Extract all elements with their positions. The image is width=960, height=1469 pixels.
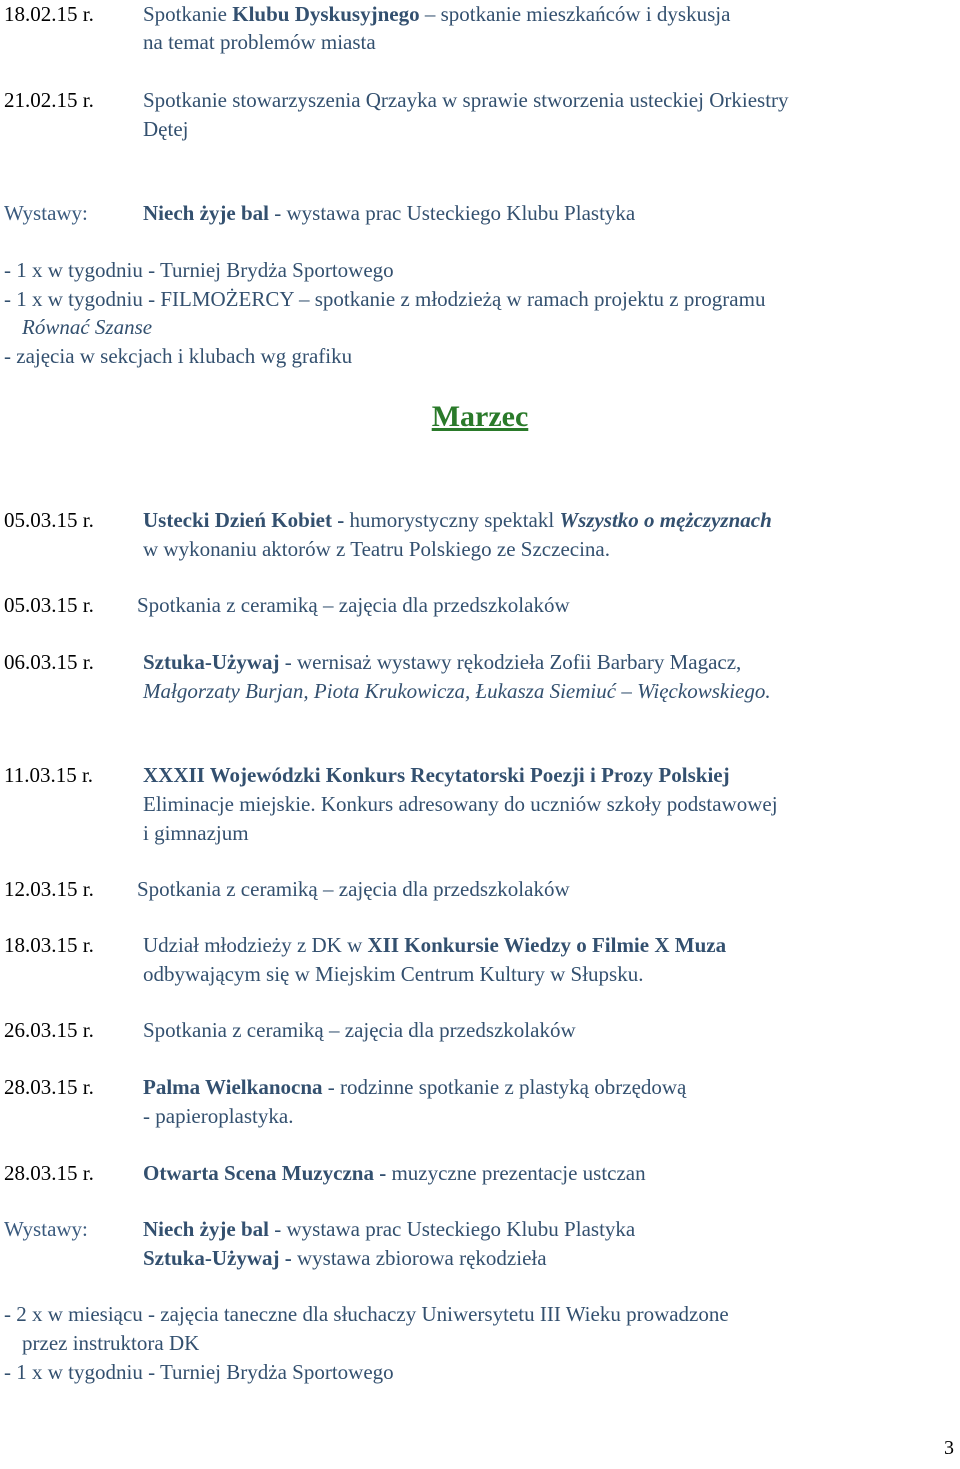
event-text: Spotkania z ceramiką – zajęcia dla przedszkolaków xyxy=(137,877,570,901)
event-text: Spotkanie Klubu Dyskusyjnego – spotkanie mieszkańców i dyskusja xyxy=(143,2,731,26)
event-date: 21.02.15 r. xyxy=(4,88,94,112)
regular-activity-continuation: Równać Szanse xyxy=(22,315,153,339)
event-text: Ustecki Dzień Kobiet - humorystyczny spektakl Wszystko o mężczyznach xyxy=(143,508,772,532)
regular-activity-continuation: przez instruktora DK xyxy=(22,1331,200,1355)
event-text: Otwarta Scena Muzyczna - muzyczne prezentacje ustczan xyxy=(143,1161,646,1185)
regular-activity: - 1 x w tygodniu - FILMOŻERCY – spotkanie z młodzieżą w ramach projektu z programu xyxy=(4,287,766,311)
page-number: 3 xyxy=(944,1437,954,1459)
event-text: XXXII Wojewódzki Konkurs Recytatorski Poezji i Prozy Polskiej xyxy=(143,763,730,787)
exhibition-label: Wystawy: xyxy=(4,1217,88,1241)
event-date: 18.03.15 r. xyxy=(4,933,94,957)
exhibition-text: Niech żyje bal - wystawa prac Usteckiego Klubu Plastyka xyxy=(143,1217,636,1241)
exhibition-text: Niech żyje bal - wystawa prac Usteckiego Klubu Plastyka xyxy=(143,201,636,225)
regular-activity: - 2 x w miesiącu - zajęcia taneczne dla słuchaczy Uniwersytetu III Wieku prowadzone xyxy=(4,1302,729,1326)
event-date: 12.03.15 r. xyxy=(4,877,94,901)
document-page: 18.02.15 r. Spotkanie Klubu Dyskusyjnego – spotkanie mieszkańców i dyskusja na temat problemów miasta 21.02.15 r. Spotkanie stowarzyszenia Qrzayka w sprawie stworzenia usteckiej Orkiestry Dętej Wystawy: Niech żyje bal - wystawa prac Usteckiego Klubu Plastyka - 1 x w tygodniu - Turniej Brydża Sportowego - 1 x w tygodniu - FILMOŻERCY – spotkanie z młodzieżą w ramach projektu z programu Równać Szanse - zajęcia w sekcjach i klubach wg grafiku Marzec 05.03.15 r. Ustecki Dzień Kobiet - humorystyczny spektakl Wszystko o mężczyznach w wykonaniu aktorów z Teatru Polskiego ze Szczecina. 05.03.15 r. Spotkania z ceramiką – zajęcia dla przedszkolaków 06.03.15 r. Sztuka-Używaj - wernisaż wystawy rękodzieła Zofii Barbary Magacz, Małgorzaty Burjan, Piota Krukowicza, Łukasza Siemiuć – Więckowskiego. 11.03.15 r. XXXII Wojewódzki Konkurs Recytatorski Poezji i Prozy Polskiej Eliminacje miejskie. Konkurs adresowany do uczniów szkoły podstawowej i gimnazjum 12.03.15 r. Spotkania z ceramiką – zajęcia dla przedszkolaków 18.03.15 r. Udział młodzieży z DK w XII Konkursie Wiedzy o Filmie X Muza odbywającym się w Miejskim Centrum Kultury w Słupsku. 26.03.15 r. Spotkania z ceramiką – zajęcia dla przedszkolaków 28.03.15 r. Palma Wielkanocna - rodzinne spotkanie z plastyką obrzędową - papieroplastyka. 28.03.15 r. Otwarta Scena Muzyczna - muzyczne prezentacje ustczan Wystawy: Niech żyje bal - wystawa prac Usteckiego Klubu Plastyka Sztuka-Używaj - wystawa zbiorowa rękodzieła - 2 x w miesiącu - zajęcia taneczne dla słuchaczy Uniwersytetu III Wieku prowadzone przez instruktora DK - 1 x w tygodniu - Turniej Brydża Sportowego 3 xyxy=(0,0,960,1469)
event-text: Spotkanie stowarzyszenia Qrzayka w sprawie stworzenia usteckiej Orkiestry xyxy=(143,88,789,112)
event-date: 26.03.15 r. xyxy=(4,1018,94,1042)
event-text: Spotkania z ceramiką – zajęcia dla przedszkolaków xyxy=(137,593,570,617)
regular-activity: - zajęcia w sekcjach i klubach wg grafiku xyxy=(4,344,353,368)
event-date: 06.03.15 r. xyxy=(4,650,94,674)
event-text: Palma Wielkanocna - rodzinne spotkanie z plastyką obrzędową xyxy=(143,1075,687,1099)
event-date: 18.02.15 r. xyxy=(4,2,94,26)
event-date: 05.03.15 r. xyxy=(4,508,94,532)
event-date: 28.03.15 r. xyxy=(4,1161,94,1185)
event-text: Spotkania z ceramiką – zajęcia dla przedszkolaków xyxy=(143,1018,576,1042)
event-date: 05.03.15 r. xyxy=(4,593,94,617)
event-date: 11.03.15 r. xyxy=(4,763,94,787)
event-text: Udział młodzieży z DK w XII Konkursie Wiedzy o Filmie X Muza xyxy=(143,933,727,957)
exhibition-label: Wystawy: xyxy=(4,201,88,225)
month-heading: Marzec xyxy=(431,400,529,433)
regular-activity: - 1 x w tygodniu - Turniej Brydża Sportowego xyxy=(4,1360,394,1384)
event-date: 28.03.15 r. xyxy=(4,1075,94,1099)
event-text: Sztuka-Używaj - wernisaż wystawy rękodzieła Zofii Barbary Magacz, xyxy=(143,650,742,674)
regular-activity: - 1 x w tygodniu - Turniej Brydża Sportowego xyxy=(4,258,394,282)
